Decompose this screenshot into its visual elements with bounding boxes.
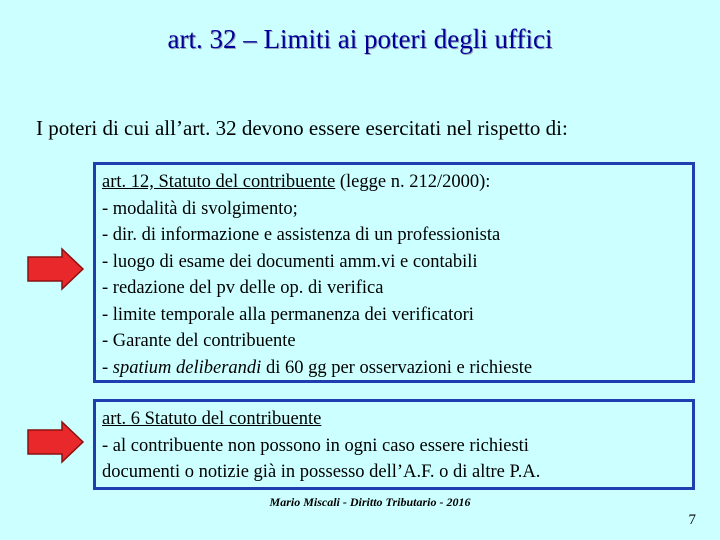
list-item: - limite temporale alla permanenza dei verificatori — [102, 304, 474, 325]
list-item: - luogo di esame dei documenti amm.vi e contabili — [102, 251, 478, 272]
art12-link[interactable]: art. 12, Statuto del contribuente — [102, 172, 336, 192]
list-item: - spatium deliberandi di 60 gg per osservazioni e richieste — [102, 357, 533, 378]
right-arrow-icon — [26, 420, 86, 464]
right-arrow-icon — [26, 247, 86, 291]
list-item: documenti o notizie già in possesso dell’A.F. o di altre P.A. — [102, 462, 541, 482]
statuto-art6-box — [93, 399, 695, 490]
list-item: - dir. di informazione e assistenza di un professionista — [102, 225, 501, 245]
page-number: 7 — [688, 512, 696, 528]
intro-text: I poteri di cui all’art. 32 devono essere esercitati nel rispetto di: — [36, 116, 568, 140]
list-item: - al contribuente non possono in ogni caso essere richiesti — [102, 435, 529, 456]
list-item: - modalità di svolgimento; — [102, 198, 298, 219]
list-item: - redazione del pv delle op. di verifica — [102, 278, 384, 298]
latin-term: spatium deliberandi — [112, 357, 262, 378]
box1-heading: art. 12, Statuto del contribuente (legge n. 212/2000): — [102, 172, 491, 192]
footer-credit: Mario Miscali - Diritto Tributario - 2016 — [269, 495, 471, 509]
statuto-art12-box — [93, 162, 695, 383]
slide-title: art. 32 – Limiti ai poteri degli uffici — [167, 24, 553, 54]
list-item: - Garante del contribuente — [102, 331, 296, 351]
art6-link[interactable]: art. 6 Statuto del contribuente — [102, 409, 322, 429]
